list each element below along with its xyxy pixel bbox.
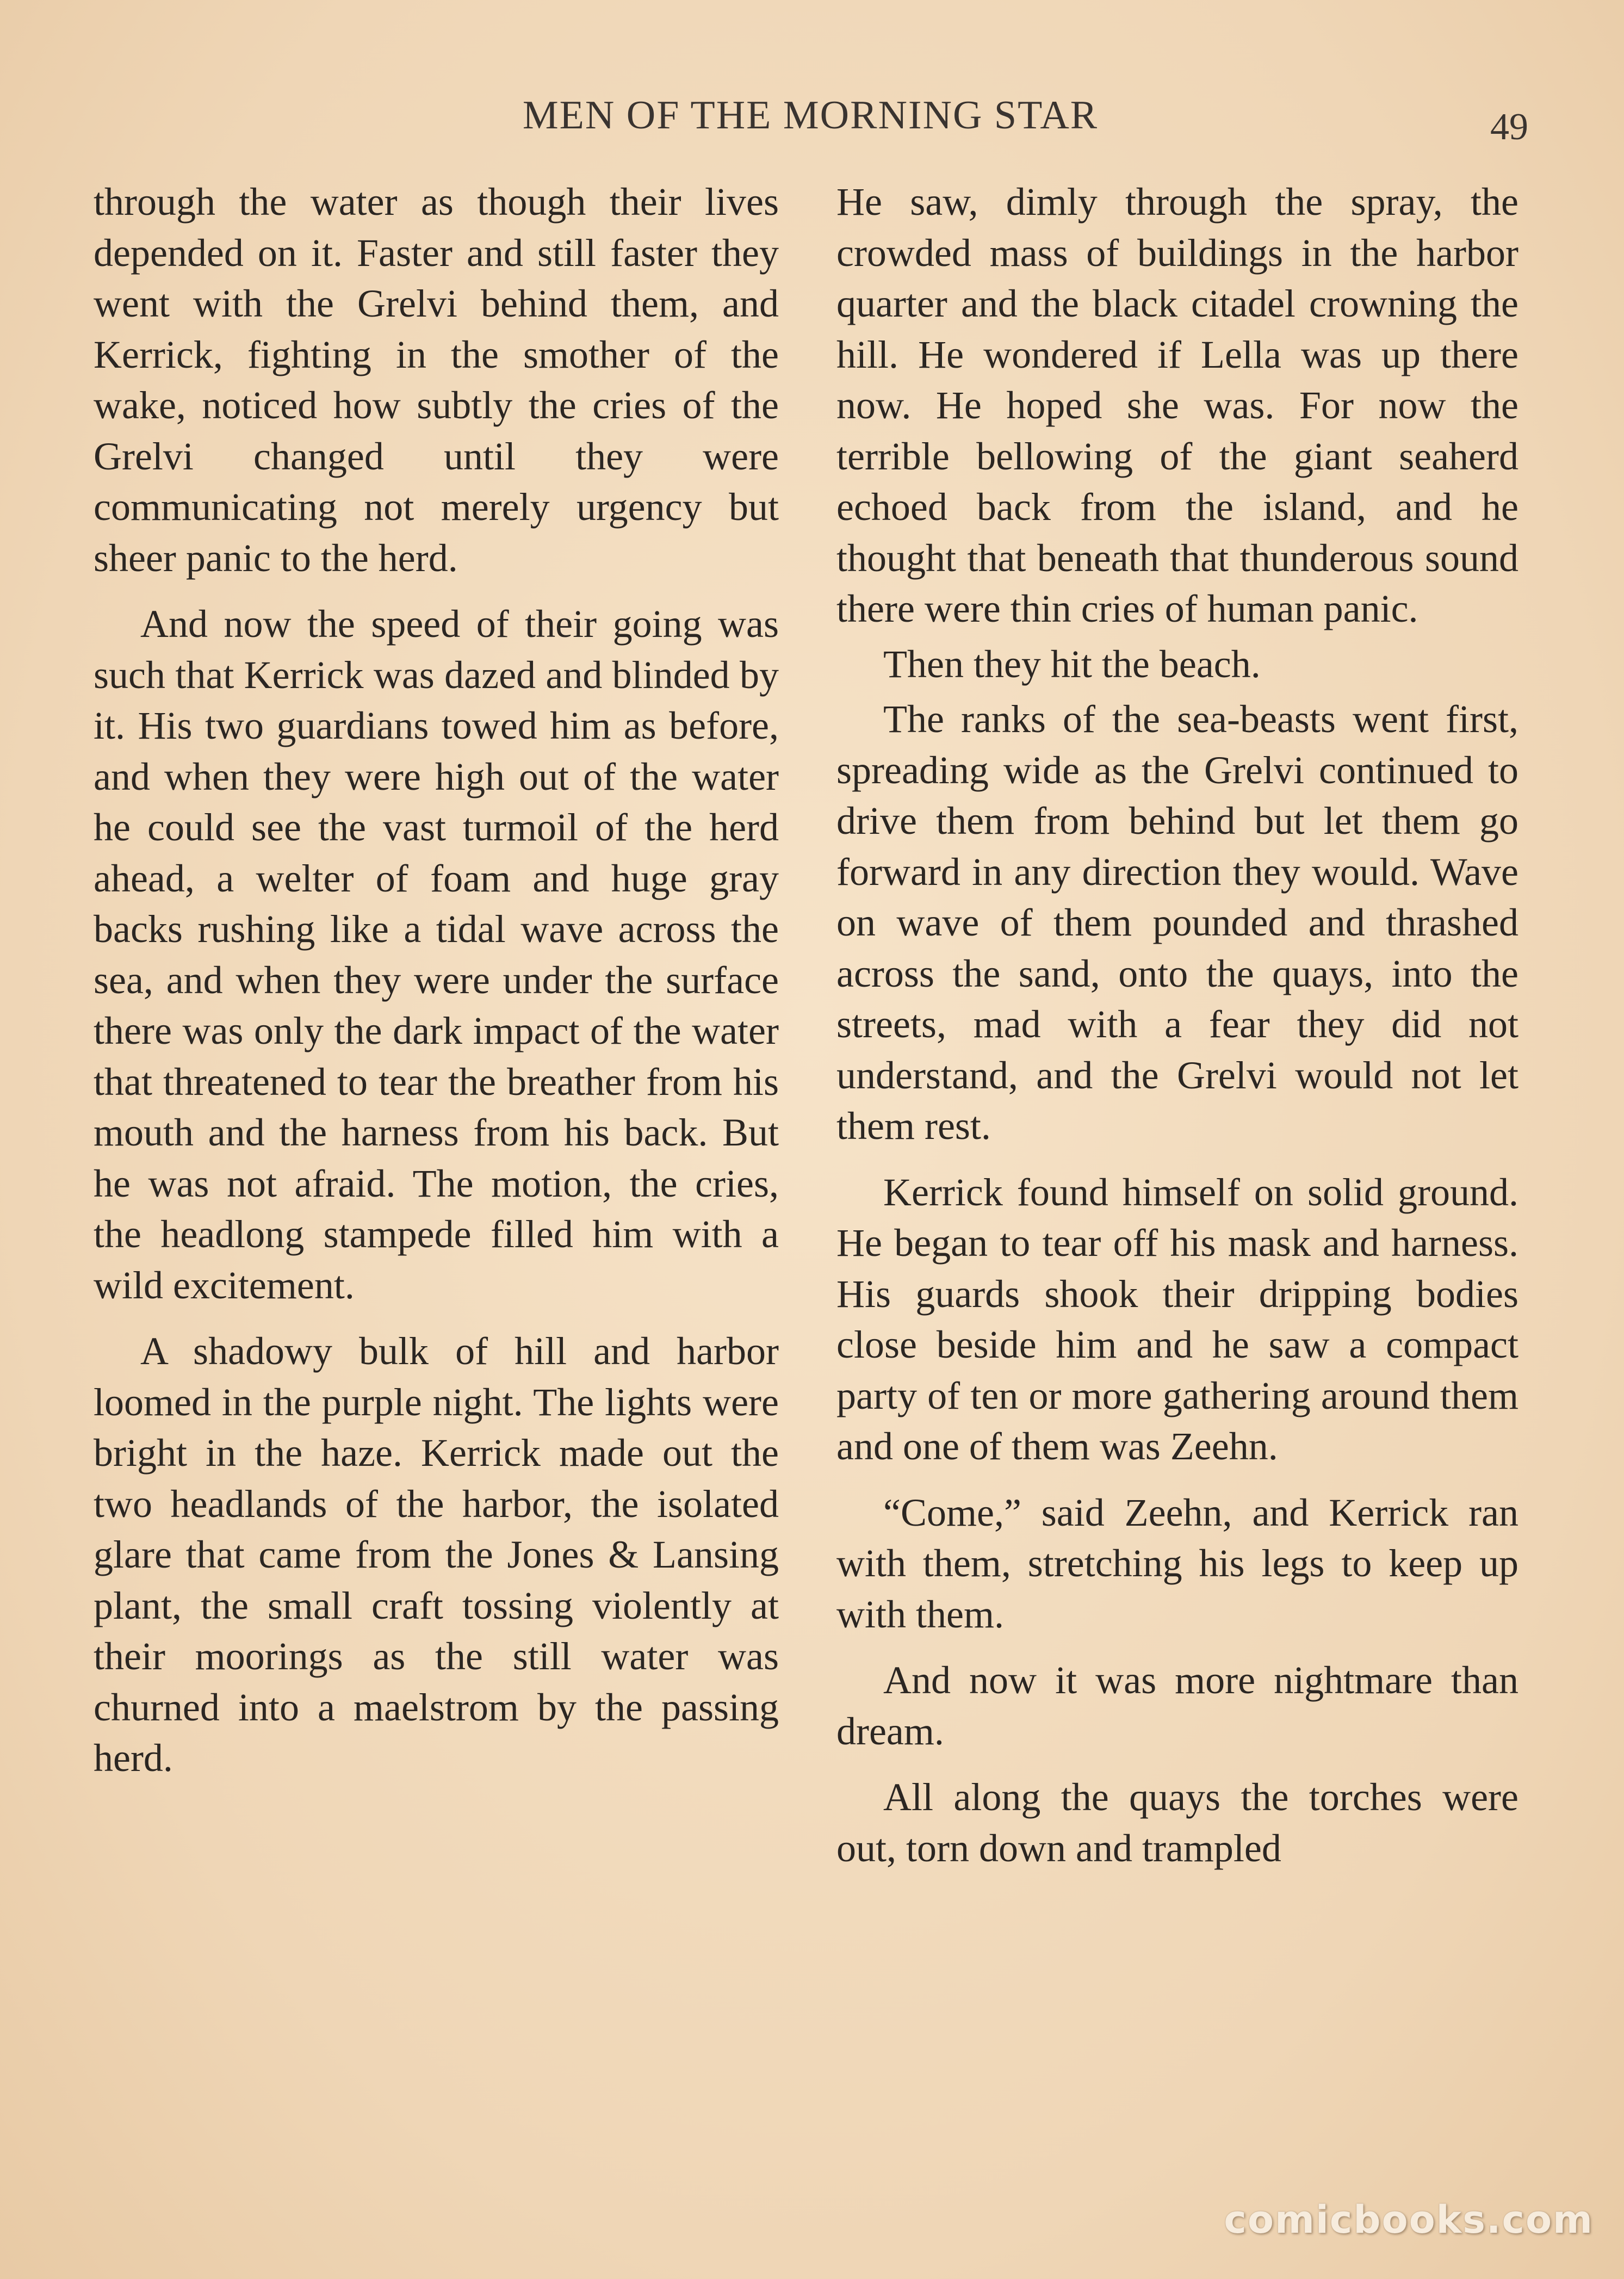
paragraph: He saw, dimly through the spray, the crowded mass of buildings in the harbor quarter and the black citadel crowning the hill. He wondered if Lella was up there now. He hoped she was. For now the terrible bellowing of the giant seaherd echoed back from the island, and he thought that beneath that thunderous sound there were thin cries of human panic. xyxy=(836,180,1518,630)
paragraph: The ranks of the sea-beasts went first, spreading wide as the Grelvi continued to drive them from behind but let them go forward in any direction they would. Wave on wave of them pounded and thrashed across the sand, onto the quays, into the streets, mad with a fear they did not understand, and the Grelvi would not let them rest. xyxy=(836,697,1518,1148)
paragraph: Kerrick found himself on solid ground. He began to tear off his mask and harness. His guards shook their dripping bodies close beside him and he saw a compact party of ten or more gathering around them and one of them was Zeehn. xyxy=(836,1170,1518,1468)
paragraph: “Come,” said Zeehn, and Kerrick ran with them, stretching his legs to keep up with them. xyxy=(836,1490,1518,1636)
paragraph: Then they hit the beach. xyxy=(883,642,1261,686)
page-number: 49 xyxy=(1490,106,1528,148)
running-title: MEN OF THE MORNING STAR xyxy=(522,93,1099,138)
paragraph: All along the quays the torches were out, torn down and trampled xyxy=(836,1775,1518,1870)
paragraph: through the water as though their lives depended on it. Faster and still faster they went with the Grelvi behind them, and Kerrick, fighting in the smother of the wake, noticed how subtly the cries of the Grelvi changed until they were communicating not merely urgency but sheer panic to the herd. xyxy=(94,180,779,580)
right-column xyxy=(836,177,1518,1889)
paragraph: And now the speed of their going was such that Kerrick was dazed and blinded by it. His two guardians towed him as before, and when they were high out of the water he could see the vast turmoil of the herd ahead, a welter of foam and huge gray backs rushing like a tidal wave across the sea, and when they were under the surface there was only the dark impact of the water that threatened to tear the breather from his mouth and the harness from his back. But he was not afraid. The motion, the cries, the headlong stampede filled him with a wild excitement. xyxy=(94,602,779,1307)
left-column xyxy=(94,177,779,1799)
watermark-logo: comicbooks.com xyxy=(1224,2197,1594,2242)
paragraph: And now it was more nightmare than dream. xyxy=(836,1658,1518,1753)
paragraph: A shadowy bulk of hill and harbor loomed in the purple night. The lights were bright in the haze. Kerrick made out the two headlands of the harbor, the isolated glare that came from the Jones & Lansing plant, the small craft tossing violently at their moorings as the still water was churned into a maelstrom by the passing herd. xyxy=(94,1329,779,1780)
